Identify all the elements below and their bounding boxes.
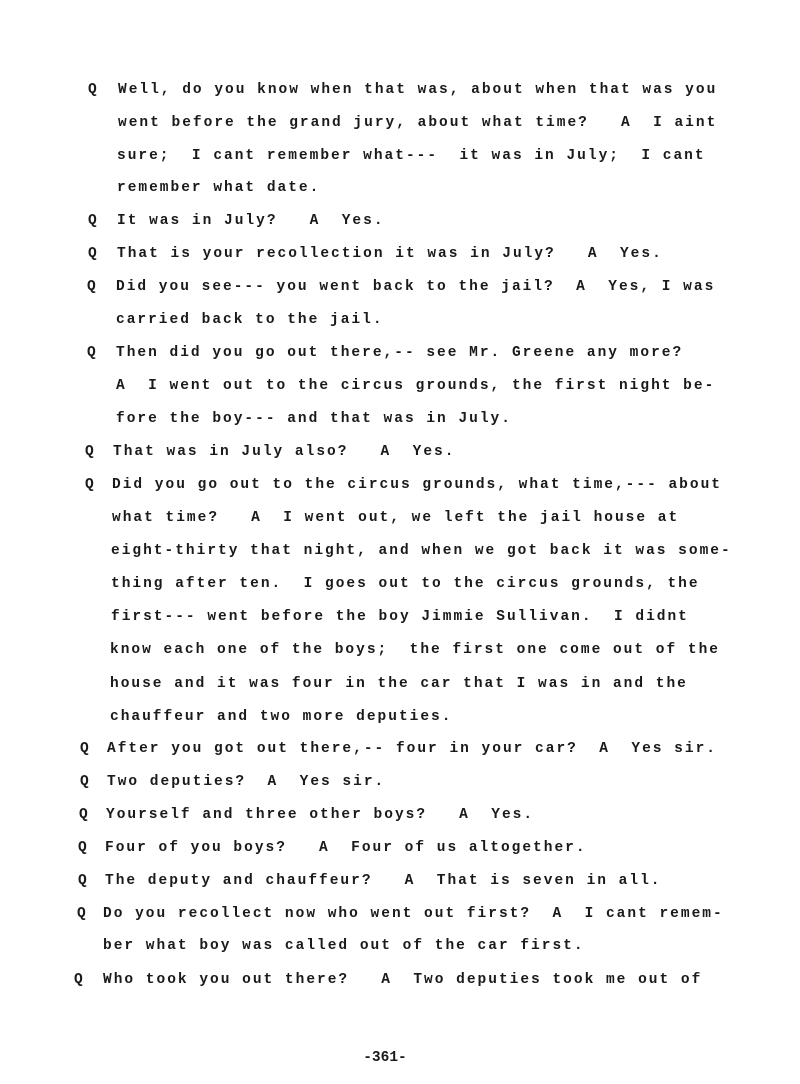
transcript-line: know each one of the boys; the first one come out of the [110, 642, 720, 658]
transcript-line: remember what date. [117, 180, 321, 196]
transcript-line: chauffeur and two more deputies. [110, 709, 453, 725]
transcript-line: eight-thirty that night, and when we got back it was some- [111, 543, 732, 559]
q-marker: Q [88, 82, 97, 98]
transcript-line: first--- went before the boy Jimmie Sullivan. I didnt [111, 609, 689, 625]
q-marker: Q [78, 840, 87, 856]
transcript-line: Did you see--- you went back to the jail? A Yes, I was [116, 279, 716, 295]
transcript-line: Do you recollect now who went out first? A I cant remem- [103, 906, 724, 922]
transcript-line: thing after ten. I goes out to the circus grounds, the [111, 576, 700, 592]
transcript-line: carried back to the jail. [116, 312, 384, 328]
transcript-line: It was in July? A Yes. [117, 213, 385, 229]
transcript-line: The deputy and chauffeur? A That is seven in all. [105, 873, 662, 889]
q-marker: Q [78, 873, 87, 889]
page-number: -361- [363, 1050, 407, 1066]
q-marker: Q [80, 774, 89, 790]
q-marker: Q [88, 213, 97, 229]
transcript-line: went before the grand jury, about what time? A I aint [118, 115, 718, 131]
transcript-line: Did you go out to the circus grounds, what time,--- about [112, 477, 722, 493]
transcript-line: Then did you go out there,-- see Mr. Greene any more? [116, 345, 684, 361]
transcript-line: fore the boy--- and that was in July. [116, 411, 512, 427]
transcript-line: what time? A I went out, we left the jail house at [112, 510, 680, 526]
transcript-line: sure; I cant remember what--- it was in July; I cant [117, 148, 706, 164]
q-marker: Q [85, 477, 94, 493]
transcript-line: That is your recollection it was in July? A Yes. [117, 246, 663, 262]
q-marker: Q [87, 345, 96, 361]
q-marker: Q [79, 807, 88, 823]
q-marker: Q [85, 444, 94, 460]
transcript-line: That was in July also? A Yes. [113, 444, 456, 460]
transcript-line: house and it was four in the car that I was in and the [110, 676, 688, 692]
transcript-line: A I went out to the circus grounds, the first night be- [116, 378, 716, 394]
q-marker: Q [80, 741, 89, 757]
transcript-line: After you got out there,-- four in your car? A Yes sir. [107, 741, 717, 757]
q-marker: Q [88, 246, 97, 262]
transcript-line: ber what boy was called out of the car first. [103, 938, 585, 954]
transcript-line: Yourself and three other boys? A Yes. [106, 807, 535, 823]
q-marker: Q [74, 972, 83, 988]
transcript-line: Two deputies? A Yes sir. [107, 774, 386, 790]
transcript-line: Who took you out there? A Two deputies took me out of [103, 972, 703, 988]
transcript-line: Four of you boys? A Four of us altogether. [105, 840, 587, 856]
transcript-line: Well, do you know when that was, about when that was you [118, 82, 718, 98]
q-marker: Q [77, 906, 86, 922]
q-marker: Q [87, 279, 96, 295]
